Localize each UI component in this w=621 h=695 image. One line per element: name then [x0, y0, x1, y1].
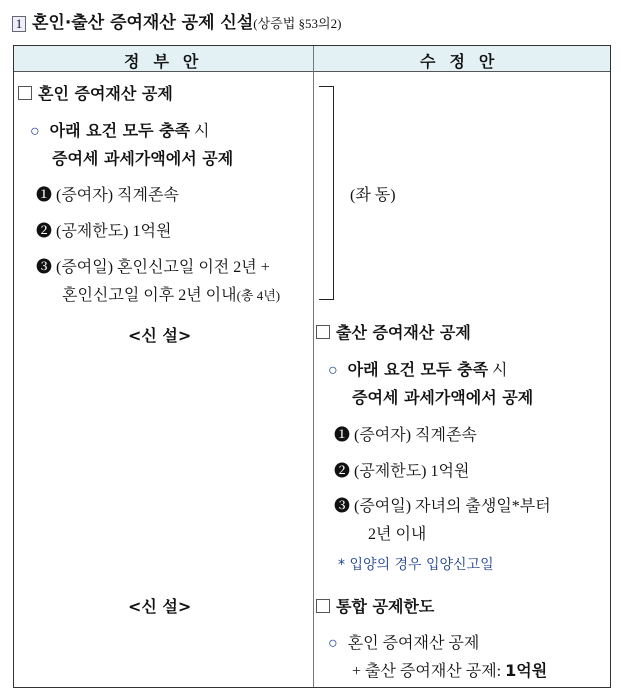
document-title	[12, 8, 341, 33]
checkbox-icon	[316, 325, 330, 339]
item-text: (증여일) 혼인신고일 이전 2년 +	[56, 259, 270, 276]
checkbox-icon	[18, 86, 32, 100]
left-item-3	[36, 254, 270, 277]
circle-bullet-icon: ○	[30, 123, 40, 140]
item-note: (총 4년)	[236, 288, 281, 303]
left-item-2	[36, 218, 171, 241]
heading-text: 혼인 증여재산 공제	[38, 84, 173, 103]
footnote: * 입양의 경우 입양신고일	[338, 557, 494, 573]
right-section-heading-2	[316, 594, 434, 617]
limit-amount: 1억원	[505, 661, 548, 680]
left-condition-2: 증여세 과세가액에서 공제	[52, 149, 234, 168]
item-text: (공제한도) 1억원	[354, 463, 470, 480]
comparison-table	[13, 45, 611, 688]
left-new-label-1: <신 설>	[128, 326, 192, 345]
right-condition-2: 증여세 과세가액에서 공제	[352, 388, 534, 407]
heading-text: 통합 공제한도	[336, 597, 435, 616]
number-2-icon: ❷	[334, 463, 351, 480]
number-1-icon: ❶	[334, 427, 351, 444]
item-text: (증여일) 자녀의 출생일*부터	[354, 498, 551, 515]
title-text: 혼인·출산 증여재산 공제 신설	[32, 13, 254, 33]
circle-bullet-icon: ○	[328, 362, 338, 379]
circle-bullet-icon: ○	[328, 635, 338, 652]
number-2-icon: ❷	[36, 223, 53, 240]
right-item-1	[334, 422, 477, 445]
condition-text: 아래 요건 모두 충족	[347, 360, 489, 379]
condition-text: 아래 요건 모두 충족	[49, 121, 191, 140]
left-new-label-2: <신 설>	[128, 597, 192, 616]
limit-text: + 출산 증여재산 공제:	[352, 663, 506, 680]
limit-text: 혼인 증여재산 공제	[347, 635, 480, 652]
number-3-icon: ❸	[334, 498, 351, 515]
right-item-2	[334, 458, 469, 481]
item-text: (공제한도) 1억원	[56, 223, 172, 240]
item-text: 혼인신고일 이후 2년 이내	[62, 287, 237, 304]
item-text: (증여자) 직계존속	[56, 187, 179, 204]
heading-text: 출산 증여재산 공제	[336, 323, 471, 342]
right-condition	[328, 357, 508, 380]
condition-suffix: 시	[488, 362, 508, 379]
right-limit-1	[328, 630, 479, 653]
number-3-icon: ❸	[36, 259, 53, 276]
number-1-icon: ❶	[36, 187, 53, 204]
condition-suffix: 시	[190, 123, 210, 140]
right-section-heading	[316, 320, 471, 343]
right-same-as-left: (좌 동)	[350, 187, 396, 204]
title-reference: (상증법 §53의2)	[253, 16, 342, 31]
section-number: 1	[12, 16, 26, 32]
left-section-heading	[18, 81, 173, 104]
item-text: (증여자) 직계존속	[354, 427, 477, 444]
checkbox-icon	[316, 599, 330, 613]
left-condition	[30, 118, 210, 141]
bracket	[319, 86, 334, 300]
right-limit-2	[352, 658, 547, 681]
right-item-3-cont: 2년 이내	[368, 526, 427, 543]
column-divider	[313, 46, 314, 687]
header-revised-proposal: 수정안	[420, 52, 509, 71]
left-item-1	[36, 182, 179, 205]
header-government-proposal: 정부안	[124, 52, 213, 71]
right-item-3	[334, 493, 551, 516]
left-item-3-cont	[62, 282, 280, 305]
table-header	[14, 46, 610, 72]
